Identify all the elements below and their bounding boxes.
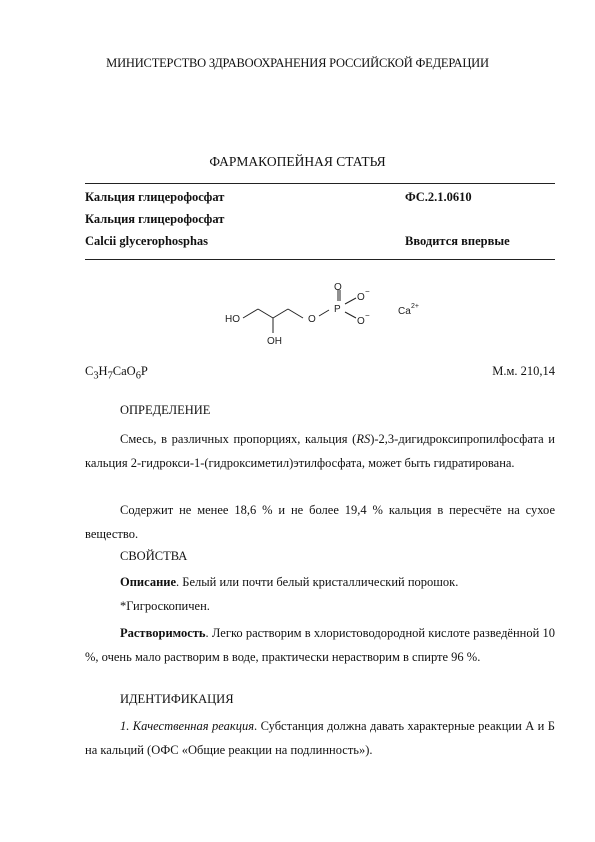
- oh-label: OH: [267, 336, 282, 347]
- substance-name-ru-2: Кальция глицерофосфат: [85, 212, 225, 226]
- identification-heading: ИДЕНТИФИКАЦИЯ: [120, 692, 234, 706]
- hygroscopic-note: *Гигроскопичен.: [120, 599, 210, 613]
- bottom-rule: [85, 259, 555, 260]
- identification-paragraph: 1. Качественная реакция. Субстанция должна давать характерные реакции А и Б на кальций (ОФС «Общие реакции на подлинность»).: [85, 719, 555, 757]
- ho-label: HO: [225, 314, 240, 325]
- ministry-header: МИНИСТЕРСТВО ЗДРАВООХРАНЕНИЯ РОССИЙСКОЙ ФЕДЕРАЦИИ: [106, 56, 489, 70]
- monograph-status: Вводится впервые: [405, 234, 510, 248]
- substance-name-lat: Calcii glycerophosphas: [85, 234, 209, 248]
- ester-oxygen-label: O: [308, 314, 316, 325]
- description-paragraph: Описание. Белый или почти белый кристаллический порошок.: [120, 575, 459, 589]
- substance-name-ru: Кальция глицерофосфат: [85, 190, 225, 204]
- calcium-label: Ca: [398, 306, 411, 317]
- definition-paragraph-1: Смесь, в различных пропорциях, кальция (RS)-2,3-дигидроксипропилфосфата и кальция 2-гидрокси-1-(гидроксиметил)этилфосфата, может быть гидратирована.: [85, 432, 555, 470]
- meta-row-2: [85, 212, 555, 232]
- properties-heading: СВОЙСТВА: [120, 549, 188, 563]
- meta-row-1: [85, 190, 555, 210]
- phosphorus-label: P: [334, 304, 341, 315]
- minus-charge-top: −: [365, 287, 370, 296]
- monograph-code: ФС.2.1.0610: [405, 190, 472, 204]
- document-type-title: ФАРМАКОПЕЙНАЯ СТАТЬЯ: [209, 154, 386, 169]
- definition-paragraph-2: Содержит не менее 18,6 % и не более 19,4 % кальция в пересчёте на сухое вещество.: [85, 503, 555, 541]
- formula-row: [85, 364, 555, 382]
- oxygen-bottom-label: O: [357, 316, 365, 327]
- phosphoryl-oxygen-label: O: [334, 282, 342, 293]
- meta-row-3: [85, 234, 555, 254]
- definition-heading: ОПРЕДЕЛЕНИЕ: [120, 403, 211, 417]
- oxygen-right-label: O: [357, 292, 365, 303]
- molecular-formula: $C_3H_7CaO_6P$: [85, 364, 148, 382]
- molecular-weight: М.м. 210,14: [492, 364, 555, 378]
- top-rule: [85, 183, 555, 184]
- calcium-charge: 2+: [411, 303, 419, 310]
- structural-formula: [215, 282, 445, 352]
- solubility-paragraph: Растворимость. Легко растворим в хлористоводородной кислоте разведённой 10 %, очень мало растворим в воде, практически нерастворим в спирте 96 %.: [85, 626, 555, 664]
- minus-charge-bottom: −: [365, 311, 370, 320]
